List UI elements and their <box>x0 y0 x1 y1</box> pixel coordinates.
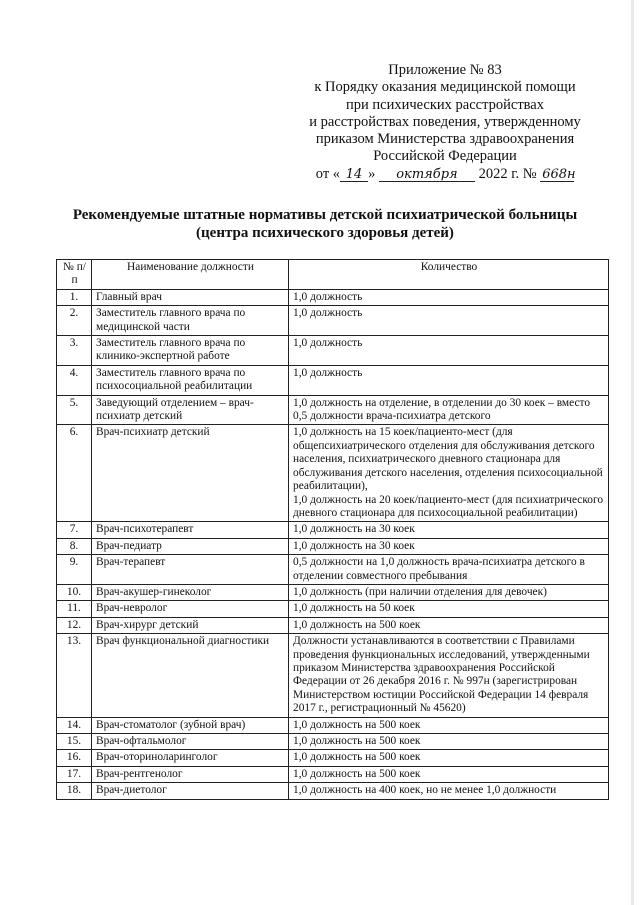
row-number: 11. <box>57 601 92 617</box>
order-date-line <box>300 166 590 183</box>
position-name: Врач-невролог <box>92 601 289 617</box>
table-row <box>57 365 609 395</box>
handwritten-day: 14 <box>340 168 368 182</box>
table-row <box>57 783 609 799</box>
position-quantity <box>289 617 609 633</box>
position-quantity <box>289 750 609 766</box>
row-number: 5. <box>57 395 92 425</box>
position-quantity <box>289 734 609 750</box>
appendix-number: Приложение № 83 <box>388 62 502 78</box>
position-name: Заместитель главного врача по медицинской части <box>92 306 289 336</box>
table-row <box>57 734 609 750</box>
quantity-text: 1,0 должность на 30 коек <box>293 539 415 552</box>
quantity-text: 1,0 должность на 500 коек <box>293 767 421 780</box>
appendix-header <box>300 62 590 183</box>
position-name: Заведующий отделением – врач-психиатр детский <box>92 395 289 425</box>
scan-edge <box>631 0 634 905</box>
row-number: 4. <box>57 365 92 395</box>
quantity-text: 1,0 должность <box>293 307 363 320</box>
position-quantity <box>289 555 609 585</box>
quantity-text: 1,0 должность на 50 коек <box>293 602 415 615</box>
row-number: 8. <box>57 538 92 554</box>
date-year: 2022 г. № <box>478 165 537 182</box>
position-quantity <box>289 395 609 425</box>
row-number: 6. <box>57 425 92 522</box>
header-line: Российской Федерации <box>373 148 517 165</box>
quantity-text: 1,0 должность на 500 коек <box>293 618 421 631</box>
quantity-text: 1,0 должность на 500 коек <box>293 718 421 731</box>
date-quote: » <box>368 165 376 182</box>
table-row <box>57 634 609 717</box>
quantity-text: 1,0 должность <box>293 290 363 303</box>
row-number: 2. <box>57 306 92 336</box>
row-number: 9. <box>57 555 92 585</box>
staff-norms-table <box>56 259 609 800</box>
table-row <box>57 555 609 585</box>
table-header-row <box>57 260 609 290</box>
position-quantity <box>289 584 609 600</box>
position-name: Врач-психиатр детский <box>92 425 289 522</box>
position-name: Врач-диетолог <box>92 783 289 799</box>
quantity-text: 1,0 должность на 20 коек/пациенто-мест (для психиатрического дневного стационара для психосоциальной реабилитации) <box>293 493 604 519</box>
position-name: Врач-психотерапевт <box>92 522 289 538</box>
position-quantity <box>289 783 609 799</box>
position-name: Врач-хирург детский <box>92 617 289 633</box>
position-name: Главный врач <box>92 289 289 305</box>
header-line: и расстройствах поведения, утвержденному <box>309 113 581 130</box>
table-row <box>57 336 609 366</box>
quantity-text: 1,0 должность на 500 коек <box>293 735 421 747</box>
row-number: 1. <box>57 289 92 305</box>
quantity-text: 1,0 должность на отделение, в отделении до 30 коек – вместо 0,5 должности врача-психиатра детского <box>293 396 591 423</box>
table-row <box>57 538 609 554</box>
position-quantity <box>289 538 609 554</box>
title-line-1: Рекомендуемые штатные нормативы детской психиатрической больницы <box>72 207 578 223</box>
header-line: к Порядку оказания медицинской помощи <box>314 79 576 96</box>
table-row <box>57 395 609 425</box>
header-line: приказом Министерства здравоохранения <box>315 131 575 148</box>
position-quantity <box>289 425 609 522</box>
quantity-text: 1,0 должность на 30 коек <box>293 523 415 536</box>
title-line-2: (центра психического здоровья детей) <box>196 225 454 241</box>
row-number: 12. <box>57 617 92 633</box>
position-quantity <box>289 601 609 617</box>
position-name: Врач-педиатр <box>92 538 289 554</box>
row-number: 17. <box>57 766 92 782</box>
handwritten-order-number: 668н <box>542 166 576 182</box>
position-quantity <box>289 717 609 733</box>
date-prefix: от « <box>315 165 341 182</box>
quantity-text: 1,0 должность <box>293 337 363 350</box>
quantity-text: 1,0 должность на 15 коек/пациенто-мест (для общепсихиатрического отделения для обслуживания детского населения, психиатрического дневного стационара для обслуживания детского населения, отделения психосоциальной реабилитации), <box>293 426 603 493</box>
position-quantity <box>289 766 609 782</box>
position-quantity <box>289 634 609 717</box>
position-quantity <box>289 522 609 538</box>
row-number: 10. <box>57 584 92 600</box>
table-row <box>57 289 609 305</box>
table-row <box>57 306 609 336</box>
quantity-text: 1,0 должность (при наличии отделения для девочек) <box>293 585 547 598</box>
position-name: Врач-оториноларинголог <box>92 750 289 766</box>
table-row <box>57 717 609 733</box>
position-name: Врач функциональной диагностики <box>92 634 289 717</box>
position-name: Врач-офтальмолог <box>92 734 289 750</box>
row-number: 16. <box>57 750 92 766</box>
table-row <box>57 522 609 538</box>
position-quantity <box>289 289 609 305</box>
row-number: 13. <box>57 634 92 717</box>
position-name: Врач-терапевт <box>92 555 289 585</box>
row-number: 18. <box>57 783 92 799</box>
table-row <box>57 617 609 633</box>
position-name: Заместитель главного врача по клинико-экспертной работе <box>92 336 289 366</box>
table-row <box>57 584 609 600</box>
position-name: Врач-рентгенолог <box>92 766 289 782</box>
position-name: Врач-стоматолог (зубной врач) <box>92 717 289 733</box>
position-quantity <box>289 365 609 395</box>
table-row <box>57 750 609 766</box>
col-header-quantity: Количество <box>289 260 609 290</box>
quantity-text: 0,5 должности на 1,0 должность врача-психиатра детского в отделении совместного пребывания <box>293 556 585 582</box>
position-quantity <box>289 306 609 336</box>
quantity-text: 1,0 должность <box>293 366 363 379</box>
quantity-text: 1,0 должность на 400 коек, но не менее 1,0 должности <box>293 784 557 797</box>
table-row <box>57 425 609 522</box>
row-number: 15. <box>57 734 92 750</box>
col-header-number: № п/п <box>57 260 92 290</box>
row-number: 14. <box>57 717 92 733</box>
position-quantity <box>289 336 609 366</box>
row-number: 3. <box>57 336 92 366</box>
quantity-text: Должности устанавливаются в соответствии с Правилами проведения функциональных исследований, утвержденными приказом Министерства здравоохранения Российской Федерации от 26 декабря 2016 г. № 997н (зарегистрирован Министерством юстиции Российской Федерации 14 февраля 2017 г., регистрационный № 45620) <box>293 635 590 715</box>
quantity-text: 1,0 должность на 500 коек <box>293 751 421 764</box>
position-name: Заместитель главного врача по психосоциальной реабилитации <box>92 365 289 395</box>
table-row <box>57 601 609 617</box>
col-header-position: Наименование должности <box>92 260 289 290</box>
header-line: при психических расстройствах <box>345 96 544 113</box>
row-number: 7. <box>57 522 92 538</box>
handwritten-month: октября <box>379 168 475 182</box>
document-title <box>60 206 590 242</box>
position-name: Врач-акушер-гинеколог <box>92 584 289 600</box>
table-row <box>57 766 609 782</box>
